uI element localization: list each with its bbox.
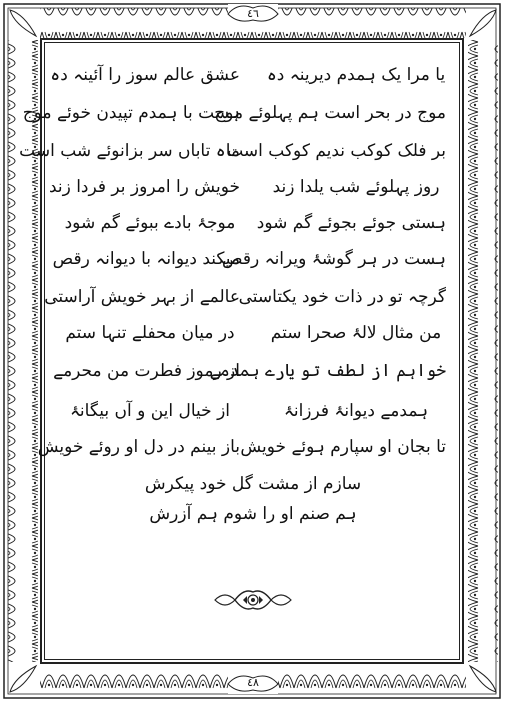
couplet xyxy=(37,432,446,462)
couplet xyxy=(60,208,446,238)
couplet xyxy=(52,244,446,274)
couplet xyxy=(44,282,446,312)
hemistich-right: یا مرا یک ہمدم دیرینہ دہ xyxy=(266,65,446,85)
closing-line: ہم صنم او را شوم ہم آزرش xyxy=(149,504,357,524)
hemistich-left: از رموز فطرت من محرمے xyxy=(53,361,240,381)
hemistich-right: ہست در ہر گوشۂ ویرانہ رقص xyxy=(222,249,446,269)
hemistich-right: موج در بحر است ہم پہلوئے موج xyxy=(214,103,446,123)
hemistich-left: از خیال این و آں بیگانۂ xyxy=(69,401,231,421)
hemistich-right: خواہم از لطف تو یارے ہمدمے xyxy=(209,361,446,381)
couplet xyxy=(50,60,446,90)
couplet xyxy=(60,318,446,348)
hemistich-right: تا بجان او سپارم ہوئے خویش xyxy=(240,437,446,457)
hemistich-left: خویش را امروز بر فردا زند xyxy=(48,177,240,197)
text-frame-inner xyxy=(19,42,460,660)
couplet xyxy=(22,98,446,128)
hemistich-left: در میان محفلے تنہا ستم xyxy=(65,323,235,343)
page-number: ٤٦ xyxy=(247,7,259,20)
hemistich-right: من مثال لالۂ صحرا ستم xyxy=(270,323,442,343)
hemistich-right: ہستی جوئے بجوئے گم شود xyxy=(256,213,446,233)
hemistich-left: میکند دیوانہ با دیوانہ رقص xyxy=(52,249,240,269)
hemistich-left: عالمے از بہر خویش آراستی xyxy=(44,287,240,307)
hemistich-left: عشق عالم سوز را آئینہ دہ xyxy=(50,65,240,85)
footer-number: ٤٨ xyxy=(247,676,259,689)
flourish-ornament-icon xyxy=(213,586,293,614)
hemistich-left: ہست با ہمدم تپیدن خوئے موج xyxy=(22,103,240,123)
couplet xyxy=(48,172,446,202)
hemistich-left: ماہ تاباں سر بزانوئے شب است xyxy=(19,141,240,161)
couplet xyxy=(60,396,446,426)
hemistich-right: ہمدمے دیوانۂ فرزانۂ xyxy=(283,401,429,421)
hemistich-right: گرچہ تو در ذات خود یکتاستی xyxy=(238,287,446,307)
closing-line: سازم از مشت گل خود پیکرش xyxy=(144,474,362,494)
couplet xyxy=(53,356,446,386)
hemistich-left: باز بینم در دل او روئے خویش xyxy=(37,437,240,457)
hemistich-right: بر فلک کوکب ندیم کوکب است xyxy=(227,141,446,161)
hemistich-right: روز پہلوئے شب یلدا زند xyxy=(272,177,440,197)
couplet xyxy=(19,136,446,166)
hemistich-left: موجۂ بادے ببوئے گم شود xyxy=(64,213,236,233)
